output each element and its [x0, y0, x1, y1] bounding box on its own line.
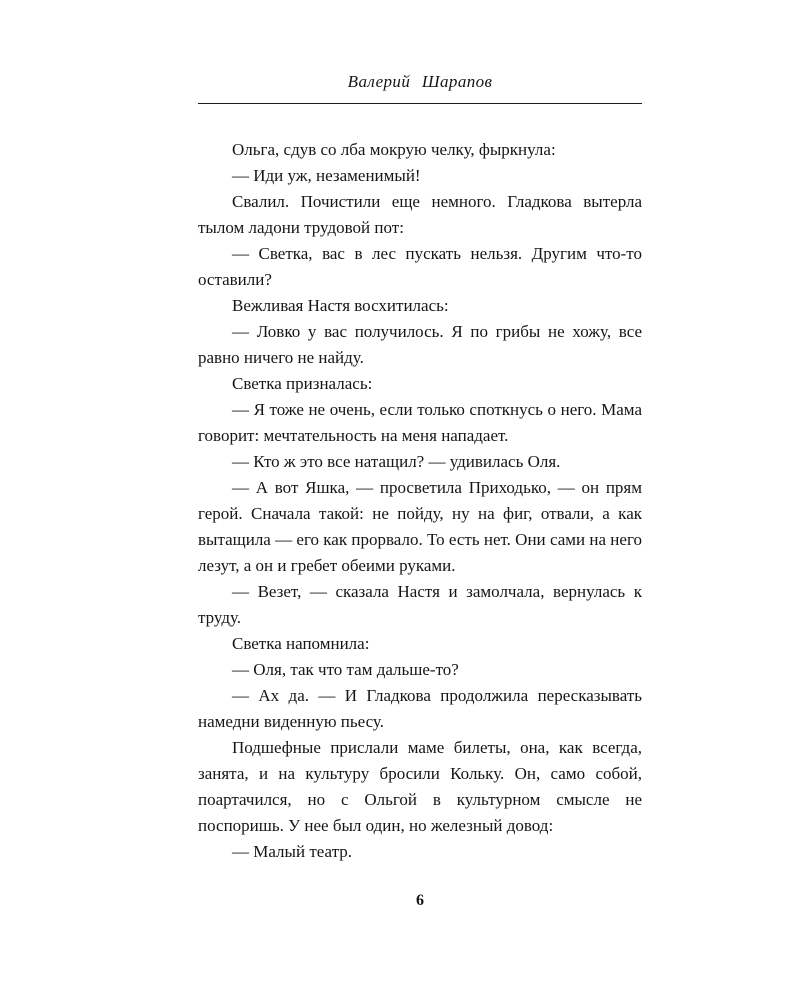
- paragraph: — Кто ж это все натащил? — удивилась Оля.: [232, 452, 561, 471]
- page-number: 6: [416, 892, 424, 909]
- paragraph: Светка призналась:: [232, 374, 373, 393]
- paragraph: — Я тоже не очень, если только споткнусь о него. Мама говорит: мечтательность на меня нападает.: [198, 400, 642, 445]
- paragraph: Вежливая Настя восхитилась:: [232, 296, 449, 315]
- header-rule: [198, 103, 642, 104]
- paragraph: Светка напомнила:: [232, 634, 370, 653]
- paragraph: — Ах да. — И Гладкова продолжила пересказывать намедни виденную пьесу.: [198, 686, 642, 731]
- paragraph: — Ловко у вас получилось. Я по грибы не хожу, все равно ничего не найду.: [198, 322, 642, 367]
- running-head-author: Валерий Шарапов: [347, 72, 493, 91]
- text-column: [198, 72, 642, 865]
- paragraph: Подшефные прислали маме билеты, она, как всегда, занята, и на культуру бросили Кольку. Он, само собой, поартачился, но с Ольгой в культурном смысле не поспоришь. У нее был один, но железный довод:: [198, 738, 642, 835]
- paragraph: Ольга, сдув со лба мокрую челку, фыркнула:: [232, 140, 556, 159]
- paragraph: — Везет, — сказала Настя и замолчала, вернулась к труду.: [198, 582, 642, 627]
- paragraph: — Светка, вас в лес пускать нельзя. Другим что-то оставили?: [198, 244, 642, 289]
- paragraph: — А вот Яшка, — просветила Приходько, — он прям герой. Сначала такой: не пойду, ну на фиг, отвали, а как вытащила — его как прорвало. То есть нет. Они сами на него лезут, а он и гребет обеими руками.: [198, 478, 642, 575]
- paragraph: — Малый театр.: [232, 842, 352, 861]
- paragraph: Свалил. Почистили еще немного. Гладкова вытерла тылом ладони трудовой пот:: [198, 192, 642, 237]
- paragraph: — Иди уж, незаменимый!: [232, 166, 421, 185]
- paragraph: — Оля, так что там дальше-то?: [232, 660, 459, 679]
- page-footer: [198, 892, 642, 910]
- body-text: [198, 137, 642, 865]
